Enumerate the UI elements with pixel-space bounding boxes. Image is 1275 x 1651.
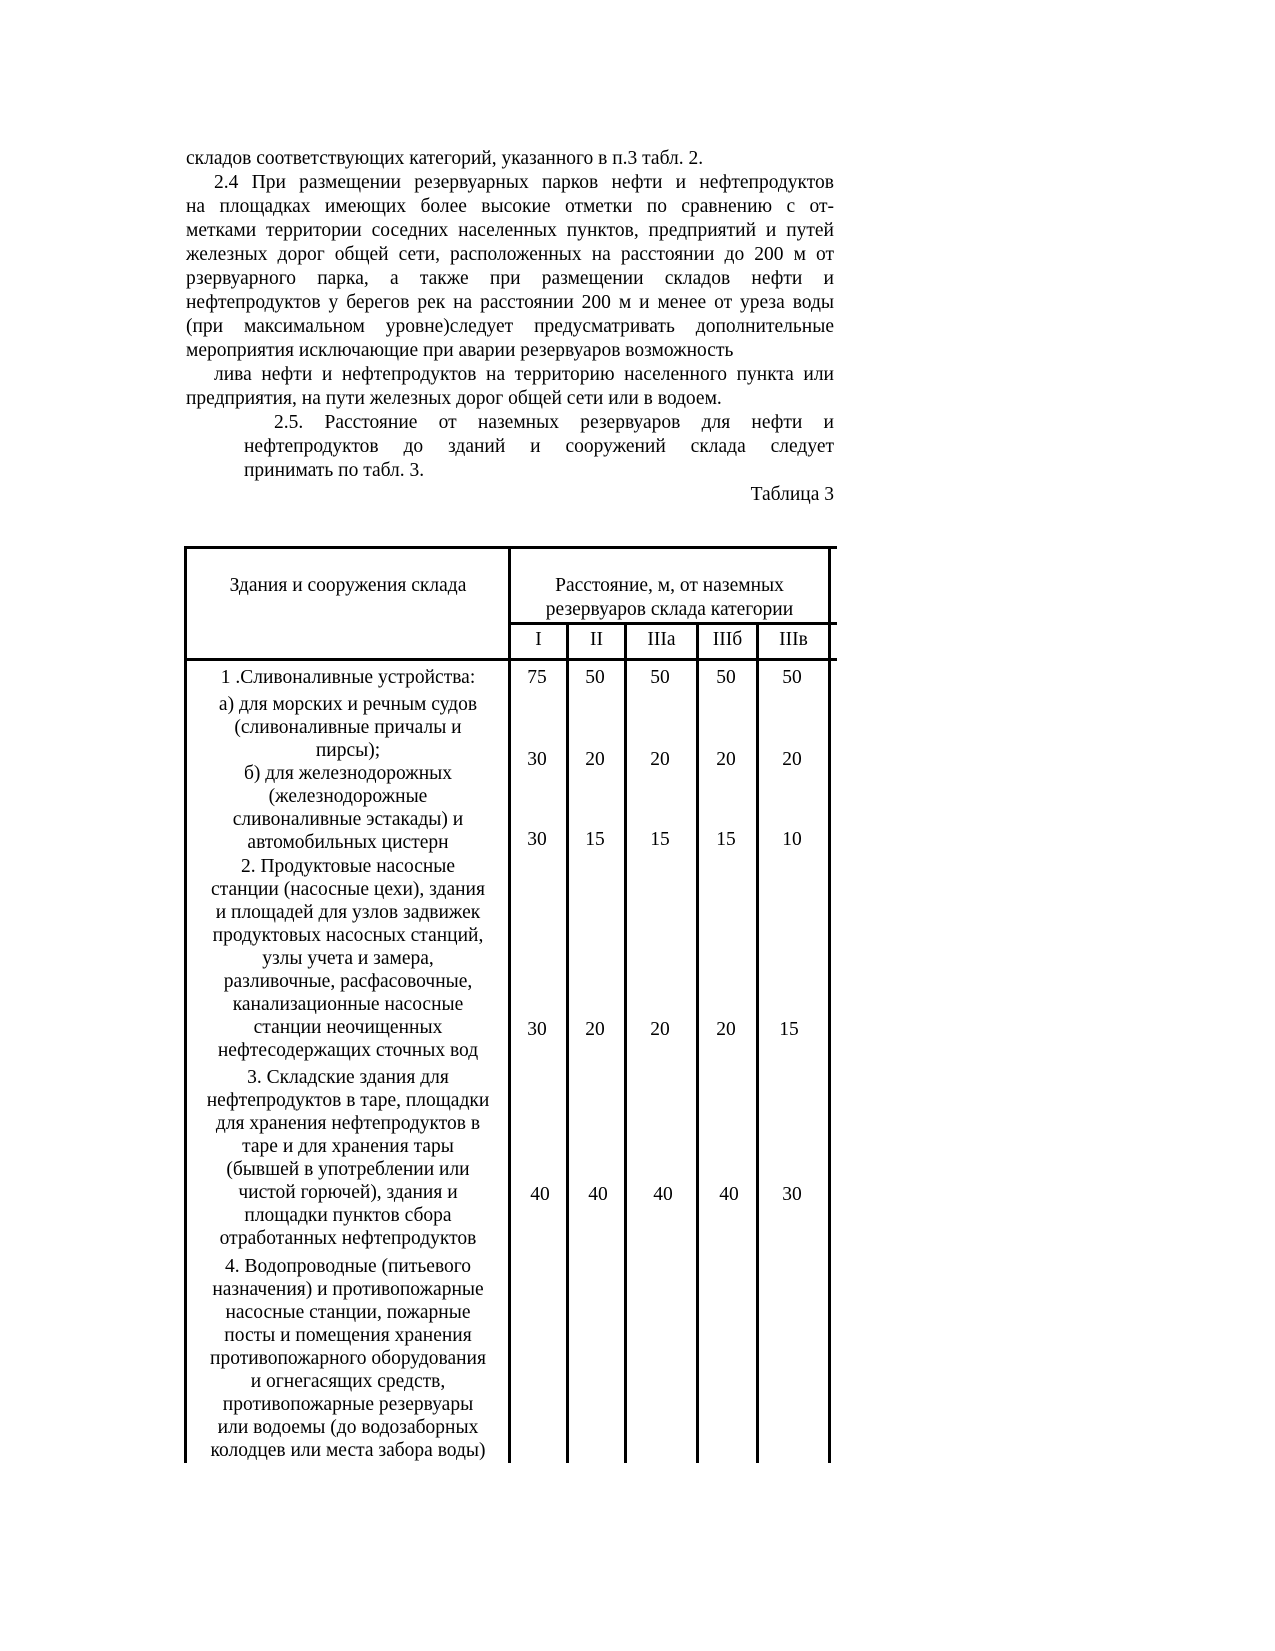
row6-line9: колодцев или места забора воды) [210,1440,486,1461]
text-line-9: мероприятия исключающие при аварии резервуаров возможность [186,340,734,361]
header-distance-line1: Расстояние, м, от наземных [555,575,784,596]
row4-line6: разливочные, расфасовочные, [223,971,473,992]
table-col-divider-4 [756,622,759,1463]
text-line-5: железных дорог общей сети, расположенных на расстоянии до 200 м от [186,244,834,265]
text-line-11: предприятия, на пути железных дорог общей сети или в водоем. [186,388,722,409]
row6-line2: назначения) и противопожарные [212,1279,484,1300]
row4-line3: и площадей для узлов задвижек [215,902,481,923]
text-line-1: складов соответствующих категорий, указанного в п.3 табл. 2. [186,148,704,169]
row2-line1: б) для железнодорожных [243,763,453,784]
row6-line3: насосные станции, пожарные [225,1302,471,1323]
row6-line6: и огнегасящих средств, [250,1371,446,1392]
row6-line7: противопожарные резервуары [222,1394,474,1415]
header-distance-line2: резервуаров склада категории [545,599,794,620]
row5-line2: нефтепродуктов в таре, площадки [206,1090,490,1111]
text-line-6: рзервуарного парка, а также при размещении складов нефти и [186,268,834,289]
row4-line8: станции неочищенных [253,1017,443,1038]
row5-line8: отработанных нефтепродуктов [219,1228,477,1249]
text-line-14: принимать по табл. 3. [244,460,425,481]
text-line-2: 2.4 При размещении резервуарных парков нефти и нефтепродуктов [214,172,834,193]
text-line-4: метками территории соседних населенных пунктов, предприятий и путей [186,220,834,241]
row1-val-IIIa: 50 [650,667,670,688]
row2-line3: сливоналивные эстакады) и [232,809,464,830]
row4-val-IIIa: 20 [650,1019,670,1040]
row3-val-I: 30 [527,829,547,850]
row5-val-IIIv: 30 [782,1184,802,1205]
row1-val-IIIv: 50 [782,667,802,688]
text-line-12: 2.5. Расстояние от наземных резервуаров для нефти и [274,412,834,433]
row2-val-I: 30 [527,749,547,770]
row3-val-IIIa: 15 [650,829,670,850]
row3-val-II: 15 [585,829,605,850]
table-subheader-border [508,622,837,625]
row5-line3: для хранения нефтепродуктов в [215,1113,481,1134]
row5-line6: чистой горючей), здания и [238,1182,458,1203]
row4-line2: станции (насосные цехи), здания [211,879,485,900]
table-col-divider-3 [696,622,699,1463]
category-IIIb: IIIб [712,629,743,650]
row6-line1: 4. Водопроводные (питьевого [224,1256,472,1277]
row5-line4: таре и для хранения тары [242,1136,454,1157]
text-line-13: нефтепродуктов до зданий и сооружений склада следует [244,436,834,457]
table-caption: Таблица 3 [750,484,834,505]
row1-line3: (сливоналивные причалы и [234,717,462,738]
row5-val-II: 40 [588,1184,608,1205]
row4-line9: нефтесодержащих сточных вод [217,1040,479,1061]
row6-line4: посты и помещения хранения [224,1325,472,1346]
category-IIIa: IIIа [647,629,676,650]
table-left-border [184,546,187,1463]
text-line-8: (при максимальном уровне)следует предусматривать дополнительные [186,316,834,337]
row3-val-IIIb: 15 [716,829,736,850]
row2-val-II: 20 [585,749,605,770]
row6-line5: противопожарного оборудования [210,1348,486,1369]
row4-val-IIIb: 20 [716,1019,736,1040]
table-col-divider-1 [566,622,569,1463]
category-II: II [590,629,603,650]
row2-line2: (железнодорожные [268,786,428,807]
row4-val-IIIv: 15 [779,1019,799,1040]
row4-val-I: 30 [527,1019,547,1040]
row2-line4: автомобильных цистерн [247,832,449,853]
row4-line5: узлы учета и замера, [262,948,434,969]
row2-val-IIIb: 20 [716,749,736,770]
row5-val-I: 40 [530,1184,550,1205]
text-line-10: лива нефти и нефтепродуктов на территорию населенного пункта или [214,364,834,385]
row4-val-II: 20 [585,1019,605,1040]
text-line-3: на площадках имеющих более высокие отметки по сравнению с от- [186,196,834,217]
row5-line5: (бывшей в употреблении или [226,1159,470,1180]
row2-val-IIIv: 20 [782,749,802,770]
row5-val-IIIa: 40 [653,1184,673,1205]
row4-line1: 2. Продуктовые насосные [240,856,456,877]
row1-line1: 1 .Сливоналивные устройства: [220,667,476,688]
table-col-divider-2 [624,622,627,1463]
row6-line8: или водоемы (до водозаборных [217,1417,479,1438]
row1-val-IIIb: 50 [716,667,736,688]
category-IIIv: IIIв [779,629,808,650]
row1-line2: а) для морских и речным судов [218,694,478,715]
category-I: I [535,629,542,650]
row5-val-IIIb: 40 [719,1184,739,1205]
row4-line7: канализационные насосные [232,994,464,1015]
row1-val-II: 50 [585,667,605,688]
table-col-divider-0 [508,546,511,1463]
row2-val-IIIa: 20 [650,749,670,770]
header-buildings: Здания и сооружения склада [229,575,467,596]
row3-val-IIIv: 10 [782,829,802,850]
row1-val-I: 75 [527,667,547,688]
row1-line4: пирсы); [315,740,381,761]
row5-line1: 3. Складские здания для [247,1067,449,1088]
row4-line4: продуктовых насосных станций, [212,925,484,946]
row5-line7: площадки пунктов сбора [244,1205,452,1226]
text-line-7: нефтепродуктов у берегов рек на расстоянии 200 м и менее от уреза воды [186,292,834,313]
table-right-border [828,546,831,1463]
